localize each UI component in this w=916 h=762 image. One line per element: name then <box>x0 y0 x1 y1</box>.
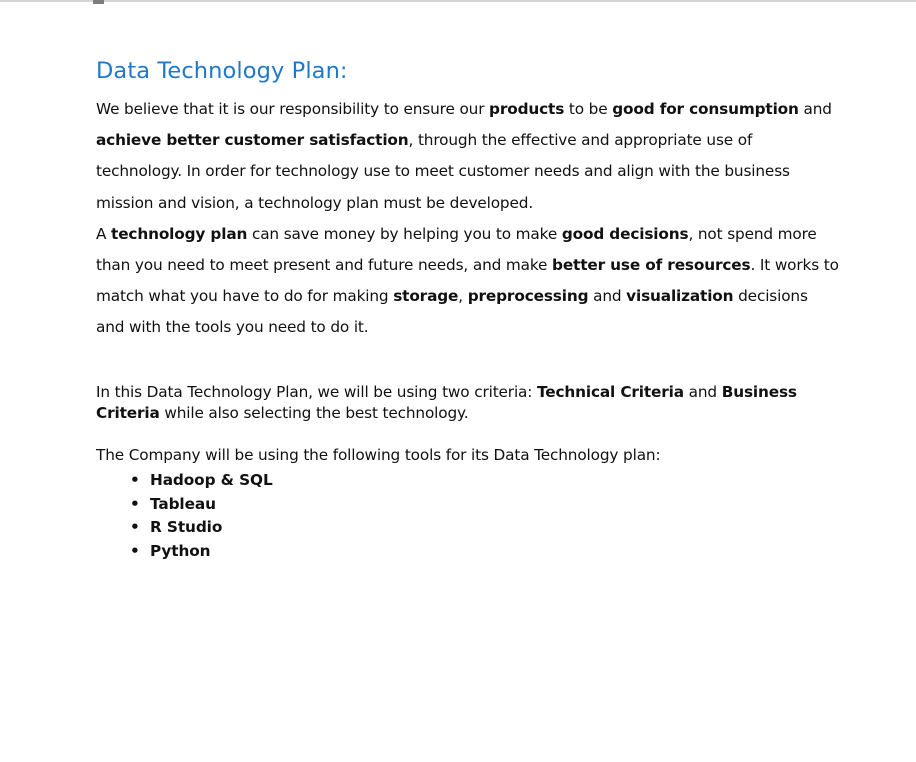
para1-text-b: to be <box>564 100 613 118</box>
list-item-label: Python <box>150 541 211 560</box>
para2-bold-better-use-resources: better use of resources <box>552 256 751 275</box>
list-item <box>96 516 840 540</box>
para2-bold-storage: storage <box>393 287 459 306</box>
criteria-text-b: and <box>683 382 722 401</box>
para2-bold-preprocessing: preprocessing <box>467 287 589 306</box>
list-item <box>96 493 840 517</box>
body-paragraphs <box>96 94 840 344</box>
tools-intro-line: The Company will be using the following tools for its Data Technology plan: <box>96 445 661 464</box>
para2-text-e: , <box>458 287 468 306</box>
criteria-bold-technical: Technical Criteria <box>537 382 684 401</box>
para2-text-b: can save money by helping you to make <box>247 224 562 243</box>
para1-bold-achieve-satisfaction: achieve better customer satisfaction <box>96 131 409 150</box>
para2-bold-good-decisions: good decisions <box>561 224 689 243</box>
criteria-text-a: In this Data Technology Plan, we will be using two criteria: <box>96 382 537 401</box>
list-item-label: R Studio <box>150 518 223 537</box>
bullet-icon: • <box>130 541 140 560</box>
ruler-tab-marker-icon[interactable] <box>93 0 104 4</box>
list-item-label: Tableau <box>150 494 216 513</box>
bullet-icon: • <box>130 471 140 490</box>
document-content <box>96 56 840 564</box>
para2-text-f: and <box>588 287 627 306</box>
para2-text-g: decisions and with the tools you need to do it. <box>96 287 808 337</box>
paragraph-technology-plan <box>96 219 840 344</box>
para2-bold-technology-plan: technology plan <box>111 224 248 243</box>
list-item-label: Hadoop & SQL <box>150 471 273 490</box>
page-title: Data Technology Plan: <box>96 58 348 84</box>
para2-text-d: . It works to match what you have to do for making <box>96 256 839 306</box>
bullet-icon: • <box>130 494 140 513</box>
para2-text-c: , not spend more than you need to meet present and future needs, and make <box>96 224 817 275</box>
list-item <box>96 540 840 564</box>
list-item <box>96 469 840 493</box>
para1-text-c: and <box>798 100 832 118</box>
ruler-divider <box>0 0 916 2</box>
para2-text-a: A <box>96 224 112 243</box>
paragraph-criteria <box>96 382 812 425</box>
block-spacer <box>96 425 840 445</box>
para1-bold-good-for-consumption: good for consumption <box>612 100 799 118</box>
criteria-text-c: while also selecting the best technology. <box>159 404 469 423</box>
paragraph-responsibility <box>96 94 840 219</box>
bullet-icon: • <box>130 518 140 537</box>
para2-bold-visualization: visualization <box>626 287 734 306</box>
tools-list <box>96 469 840 563</box>
block-spacer <box>96 344 840 382</box>
para1-bold-products: products <box>489 100 565 118</box>
criteria-bold-business: Business Criteria <box>96 382 797 423</box>
para1-text-d: , through the effective and appropriate use of technology. In order for technology use to meet customer needs and align with the business mission and vision, a technology plan must be developed. <box>96 131 790 212</box>
para1-text-a: We believe that it is our responsibility to ensure our <box>96 100 490 118</box>
